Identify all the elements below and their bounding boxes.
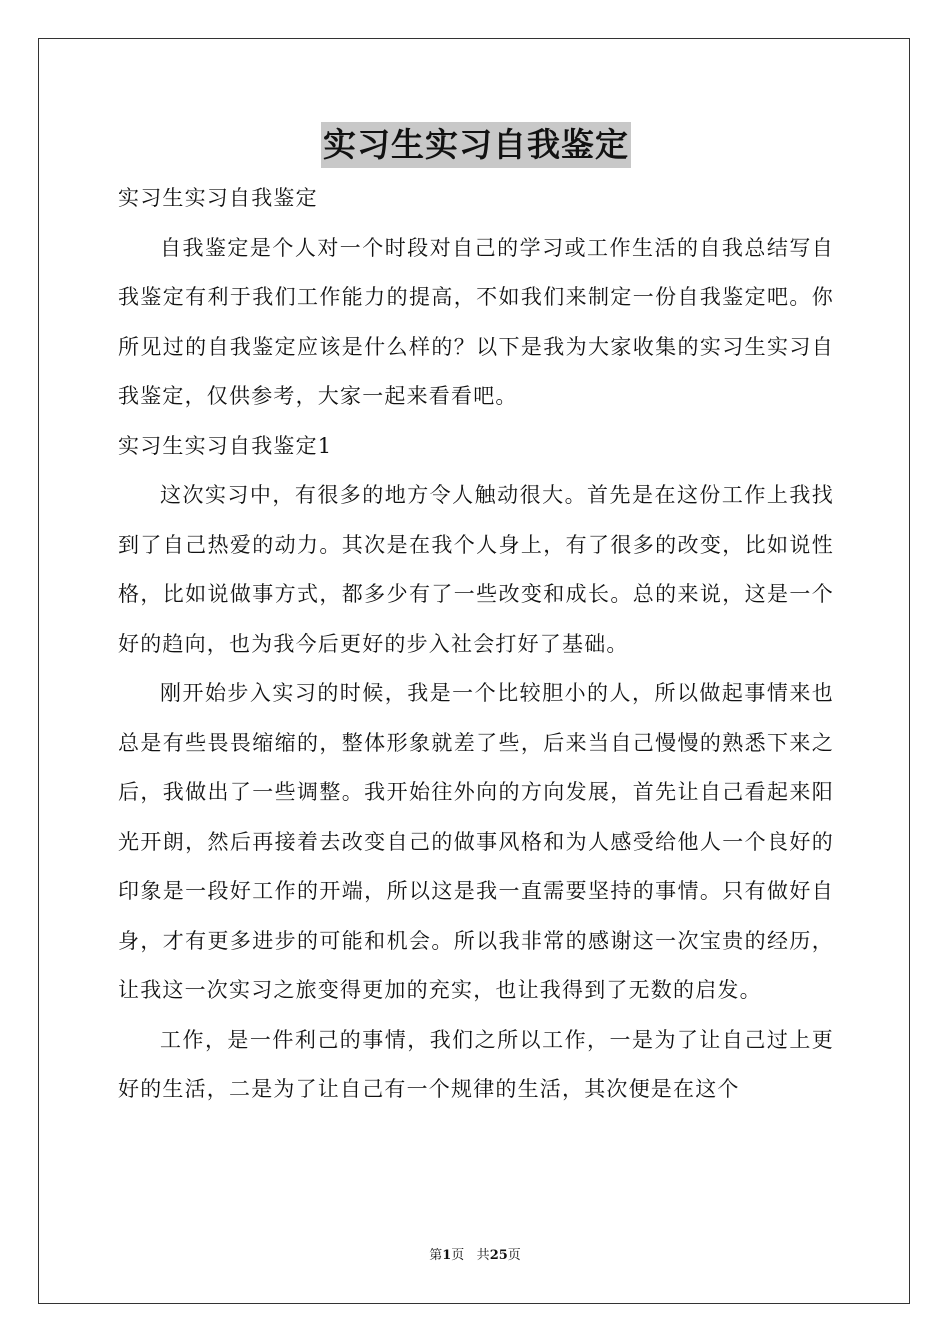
body-paragraph-3: 工作，是一件利己的事情，我们之所以工作，一是为了让自己过上更好的生活，二是为了让自己有一个规律的生活，其次便是在这个	[118, 1027, 834, 1101]
page-suffix: 页	[451, 1248, 465, 1263]
body-paragraph-2: 刚开始步入实习的时候，我是一个比较胆小的人，所以做起事情来也总是有些畏畏缩缩的，整体形象就差了些，后来当自己慢慢的熟悉下来之后，我做出了一些调整。我开始往外向的方向发展，首先让自己看起来阳光开朗，然后再接着去改变自己的做事风格和为人感受给他人一个良好的印象是一段好工作的开端，所以这是我一直需要坚持的事情。只有做好自身，才有更多进步的可能和机会。所以我非常的感谢这一次宝贵的经历，让我这一次实习之旅变得更加的充实，也让我得到了无数的启发。	[118, 681, 834, 1002]
page-prefix: 第	[429, 1248, 443, 1263]
document-body	[118, 122, 834, 1115]
document-title: 实习生实习自我鉴定	[321, 122, 631, 168]
title-container	[118, 122, 834, 174]
page-footer	[0, 1246, 950, 1266]
total-prefix: 共	[476, 1248, 490, 1263]
body-paragraph-1: 这次实习中，有很多的地方令人触动很大。首先是在这份工作上我找到了自己热爱的动力。其次是在我个人身上，有了很多的改变，比如说性格，比如说做事方式，都多少有了一些改变和成长。总的来说，这是一个好的趋向，也为我今后更好的步入社会打好了基础。	[118, 483, 834, 656]
intro-paragraph: 自我鉴定是个人对一个时段对自己的学习或工作生活的自我总结写自我鉴定有利于我们工作能力的提高，不如我们来制定一份自我鉴定吧。你所见过的自我鉴定应该是什么样的？以下是我为大家收集的实习生实习自我鉴定，仅供参考，大家一起来看看吧。	[118, 235, 834, 408]
total-suffix: 页	[507, 1248, 521, 1263]
page-number: 1	[442, 1248, 452, 1263]
total-pages: 25	[489, 1248, 508, 1263]
document-subtitle: 实习生实习自我鉴定	[118, 186, 318, 210]
section-heading: 实习生实习自我鉴定1	[118, 433, 333, 458]
